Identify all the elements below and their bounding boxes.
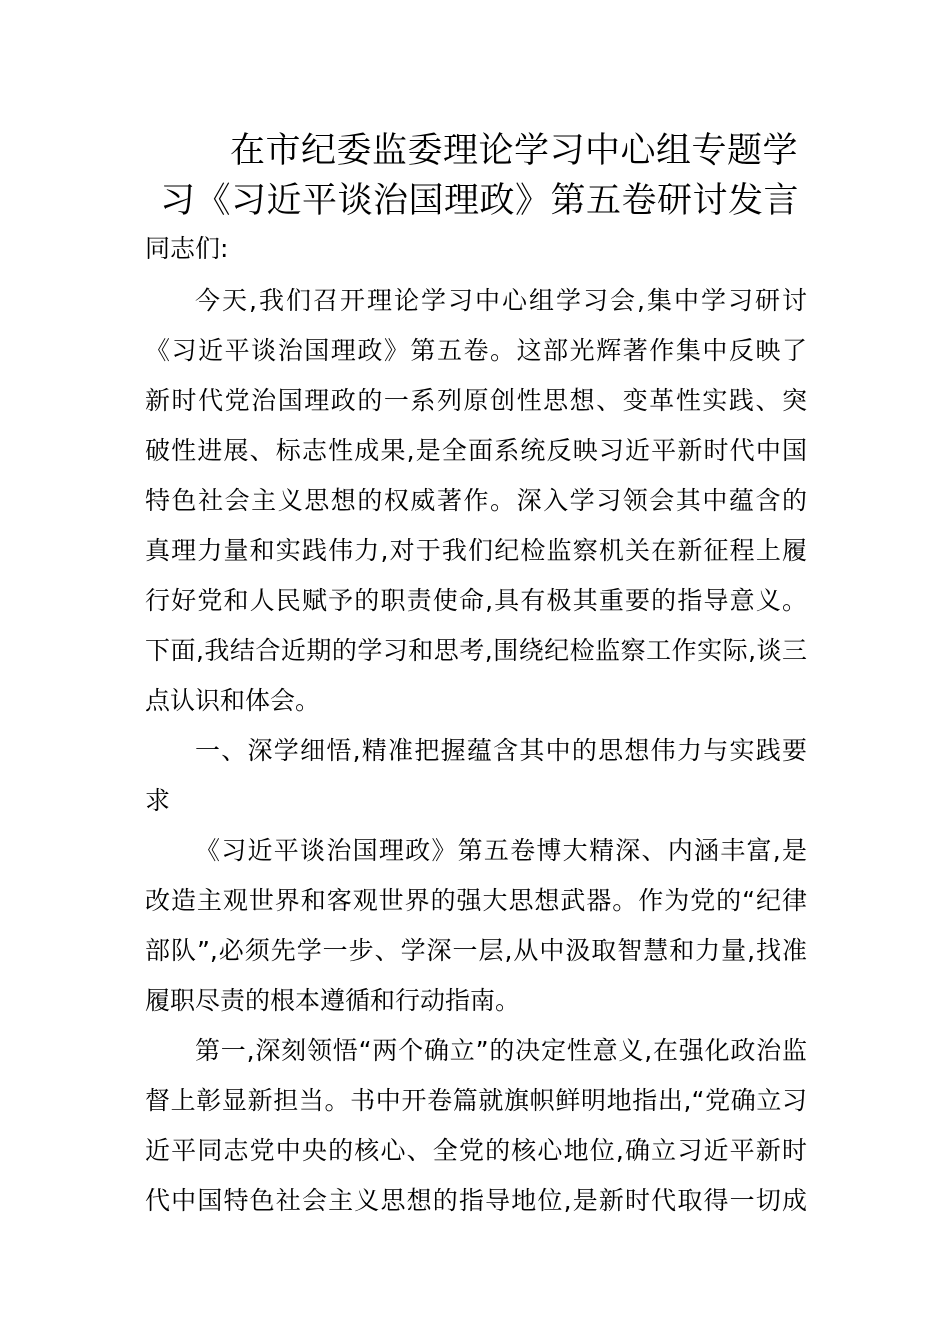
body-line: 督上彰显新担当。书中开卷篇就旗帜鲜明地指出,“党确立习: [145, 1086, 807, 1115]
body-line: 部队”,必须先学一步、学深一层,从中汲取智慧和力量,找准: [145, 936, 807, 965]
body-line: 第一,深刻领悟“两个确立”的决定性意义,在强化政治监: [195, 1036, 807, 1065]
body-line: 履职尽责的根本遵循和行动指南。: [145, 986, 521, 1015]
body-line: 改造主观世界和客观世界的强大思想武器。作为党的“纪律: [145, 886, 807, 915]
body-line: 新时代党治国理政的一系列原创性思想、变革性实践、突: [145, 386, 807, 415]
body-line: 《习近平谈治国理政》第五卷博大精深、内涵丰富,是: [195, 836, 807, 865]
body-line: 行好党和人民赋予的职责使命,具有极其重要的指导意义。: [145, 586, 807, 615]
body-line: 代中国特色社会主义思想的指导地位,是新时代取得一切成: [145, 1186, 807, 1215]
document-title-line-1: 在市纪委监委理论学习中心组专题学: [230, 131, 799, 171]
body-line: 今天,我们召开理论学习中心组学习会,集中学习研讨: [195, 286, 807, 315]
body-line: 下面,我结合近期的学习和思考,围绕纪检监察工作实际,谈三: [145, 636, 807, 665]
body-line: 特色社会主义思想的权威著作。深入学习领会其中蕴含的: [145, 486, 807, 515]
body-line: 破性进展、标志性成果,是全面系统反映习近平新时代中国: [145, 436, 807, 465]
document-title-line-2: 习《习近平谈治国理政》第五卷研讨发言: [160, 181, 800, 221]
body-line: 近平同志党中央的核心、全党的核心地位,确立习近平新时: [145, 1136, 807, 1165]
body-line: 点认识和体会。: [145, 686, 321, 715]
section-heading-line: 求: [145, 786, 171, 815]
salutation: 同志们:: [145, 234, 229, 263]
body-line: 《习近平谈治国理政》第五卷。这部光辉著作集中反映了: [145, 336, 807, 365]
section-heading-line: 一、深学细悟,精准把握蕴含其中的思想伟力与实践要: [195, 736, 807, 765]
body-line: 真理力量和实践伟力,对于我们纪检监察机关在新征程上履: [145, 536, 807, 565]
